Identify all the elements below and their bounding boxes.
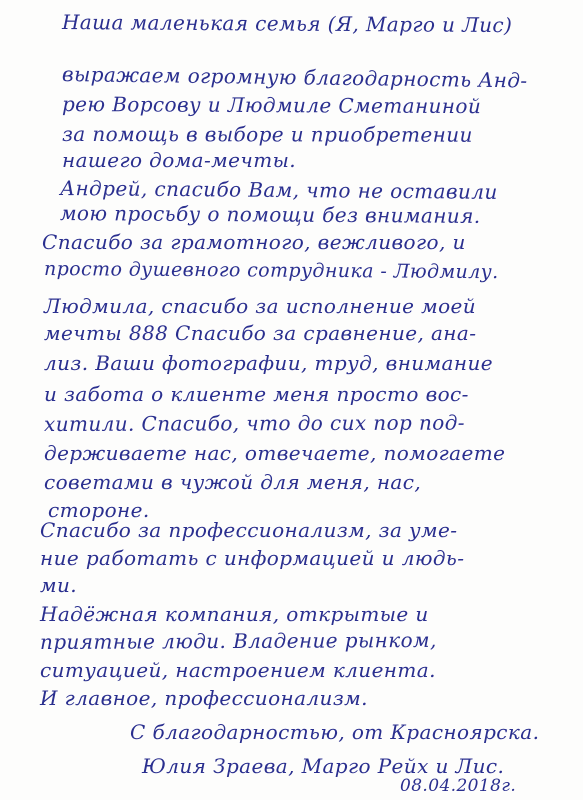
letter-line: просто душевного сотрудника - Людмилу. <box>43 258 499 284</box>
letter-line: лиз. Ваши фотографии, труд, внимание <box>44 351 493 375</box>
letter-line: стороне. <box>48 498 150 522</box>
letter-line: держиваете нас, отвечаете, помогаете <box>44 441 506 465</box>
letter-line: советами в чужой для меня, нас, <box>44 470 422 494</box>
letter-line: ми. <box>40 573 78 597</box>
letter-line: И главное, профессионализм. <box>40 686 368 710</box>
letter-line: выражаем огромную благодарность Анд- <box>61 62 528 93</box>
letter-line: Спасибо за профессионализм, за уме- <box>40 518 458 542</box>
letter-line: приятные люди. Владение рынком, <box>39 627 437 654</box>
letter-signature: Юлия Зраева, Марго Рейх и Лис. <box>142 754 505 778</box>
letter-line: Спасибо за грамотного, вежливого, и <box>42 230 466 254</box>
letter-line: за помощь в выборе и приобретении <box>61 122 473 147</box>
letter-line: рею Ворсову и Людмиле Сметаниной <box>61 92 482 119</box>
letter-line: Надёжная компания, открытые и <box>40 602 429 626</box>
letter-line: Людмила, спасибо за исполнение моей <box>44 294 477 318</box>
letter-line: Андрей, спасибо Вам, что не оставили <box>59 176 498 204</box>
letter-line: и забота о клиенте меня просто вос- <box>44 382 469 406</box>
letter-line: мою просьбу о помощи без внимания. <box>59 201 481 228</box>
letter-closing: С благодарностью, от Красноярска. <box>130 720 540 744</box>
letter-date: 08.04.2018г. <box>400 776 517 796</box>
letter-line: мечты 888 Спасибо за сравнение, ана- <box>44 321 477 345</box>
letter-line: Наша маленькая семья (Я, Марго и Лис) <box>61 10 513 38</box>
letter-line: хитили. Спасибо, что до сих пор под- <box>43 410 465 436</box>
letter-line: ние работать с информацией и людь- <box>40 546 465 570</box>
letter-line: нашего дома-мечты. <box>62 148 297 172</box>
letter-line: ситуацией, настроением клиента. <box>40 658 436 682</box>
